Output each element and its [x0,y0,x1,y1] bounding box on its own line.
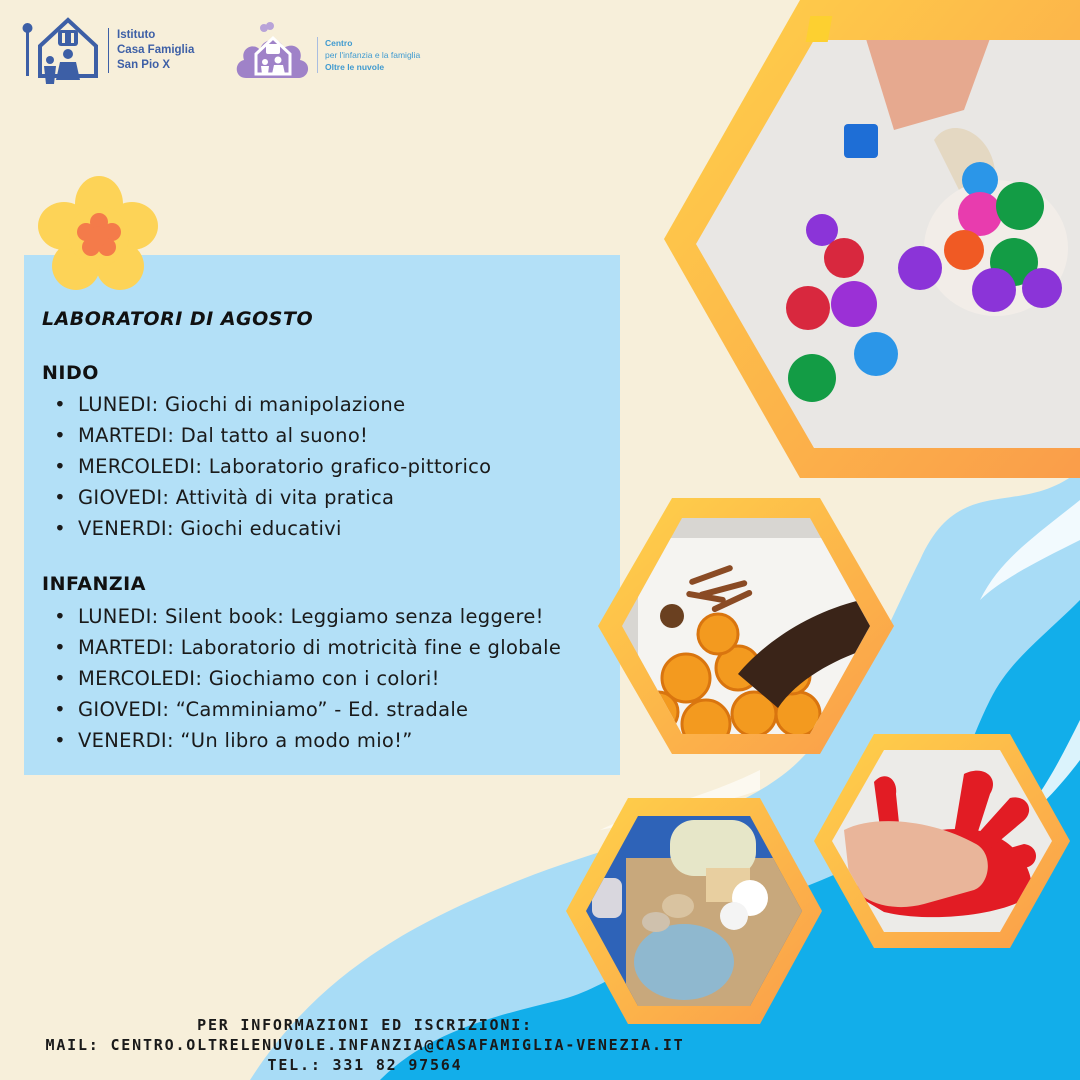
logo-istituto-text [108,28,194,73]
logo1-line3: San Pio X [117,59,171,71]
logo2-line2: per l'infanzia e la famiglia [325,50,421,60]
list-item: • VENERDI: “Un libro a modo mio!” [42,725,561,756]
nido-heading: NIDO [42,362,99,384]
footer-mail[interactable]: MAIL: CENTRO.OLTRELENUVOLE.INFANZIA@CASAFAMIGLIA-VENEZIA.IT [45,1036,685,1054]
infanzia-list [42,601,561,756]
yellow-block [806,16,833,42]
family-logo-icon [20,16,100,86]
list-item: • GIOVEDI: “Camminiamo” - Ed. stradale [42,694,561,725]
list-item: • GIOVEDI: Attività di vita pratica [42,482,491,513]
logo2-line3: Oltre le nuvole [325,62,385,72]
page-title: LABORATORI DI AGOSTO [42,308,314,330]
logo1-line1: Istituto [117,29,156,41]
list-item: • MARTEDI: Laboratorio di motricità fine e globale [42,632,561,663]
list-item: • MERCOLEDI: Giochiamo con i colori! [42,663,561,694]
list-item: • LUNEDI: Silent book: Leggiamo senza leggere! [42,601,561,632]
footer-phone[interactable]: TEL.: 331 82 97564 [267,1056,463,1074]
footer-info-label: PER INFORMAZIONI ED ISCRIZIONI: [197,1016,533,1034]
flower-icon [36,174,162,292]
infanzia-heading: INFANZIA [42,573,146,595]
logo-centro-text [317,37,420,73]
list-item: • MERCOLEDI: Laboratorio grafico-pittorico [42,451,491,482]
photo-hexagon-beads [664,0,1080,480]
logo1-line2: Casa Famiglia [117,44,195,56]
photo-hexagon-oranges [598,498,894,754]
photo-hexagon-handpaint [814,734,1070,948]
cloud-house-logo-icon [234,20,312,82]
list-item: • VENERDI: Giochi educativi [42,513,491,544]
nido-list [42,389,491,544]
logo2-line1: Centro [325,38,353,48]
list-item: • LUNEDI: Giochi di manipolazione [42,389,491,420]
list-item: • MARTEDI: Dal tatto al suono! [42,420,491,451]
photo-hexagon-sensory [566,798,822,1024]
